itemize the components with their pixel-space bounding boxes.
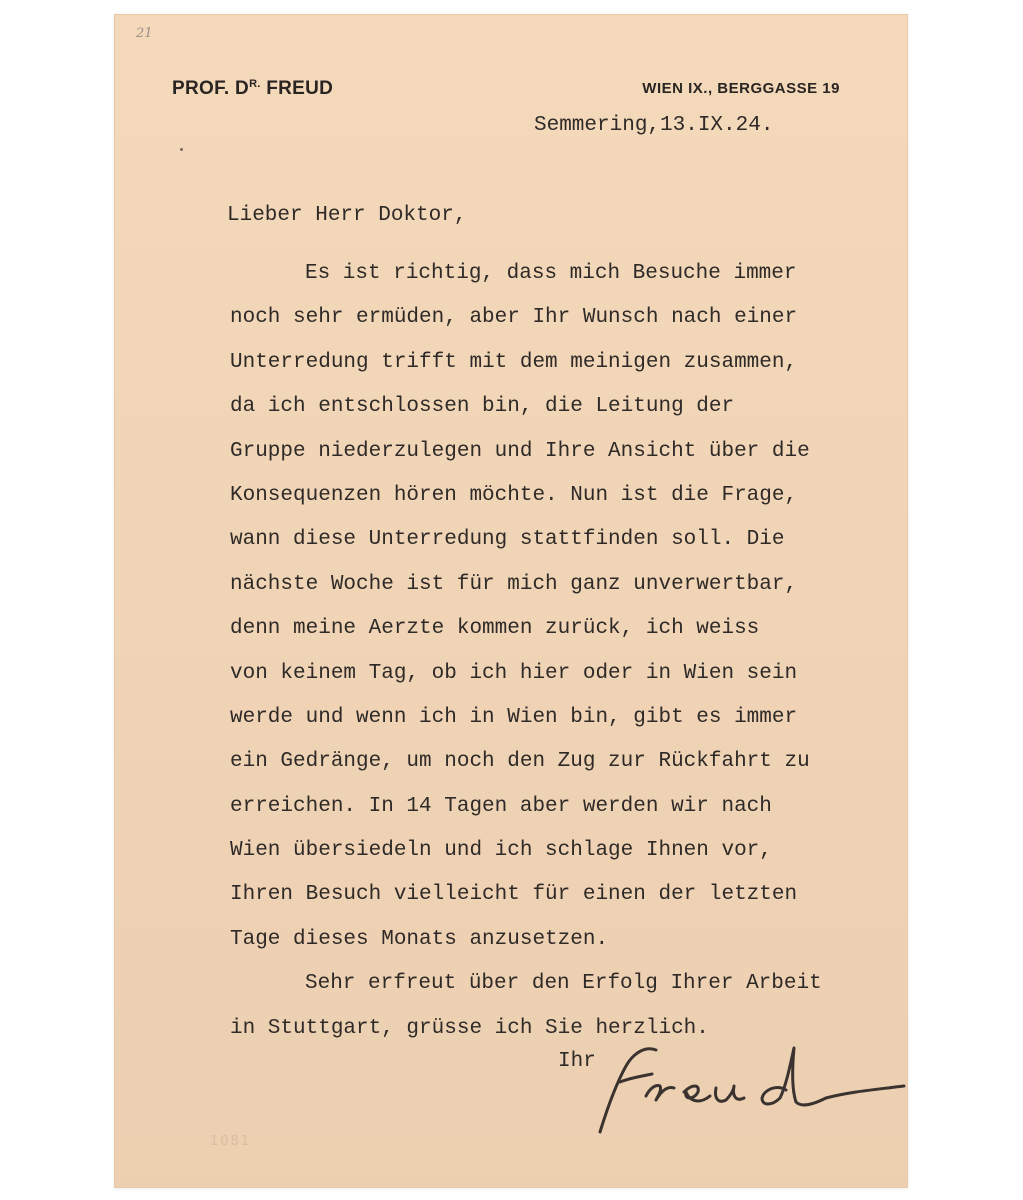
salutation: Lieber Herr Doktor, [227, 204, 467, 227]
paper-speck [180, 148, 183, 151]
body-line: noch sehr ermüden, aber Ihr Wunsch nach einer [230, 306, 798, 330]
closing: Ihr [558, 1050, 596, 1073]
letterhead-name [172, 78, 333, 100]
letterhead-name-prefix: PROF. D [172, 78, 250, 99]
body-line: von keinem Tag, ob ich hier oder in Wien sein [230, 661, 798, 685]
pencil-inventory-mark: 1081 [210, 1134, 252, 1149]
body-line: Gruppe niederzulegen und Ihre Ansicht über die [230, 439, 810, 463]
body-line: da ich entschlossen bin, die Leitung der [230, 395, 735, 419]
body-line: Ihren Besuch vielleicht für einen der letzten [230, 883, 798, 907]
body-line: wann diese Unterredung stattfinden soll. Die [230, 528, 785, 552]
body-line: Konsequenzen hören möchte. Nun ist die Frage, [230, 483, 798, 507]
body-line: nächste Woche ist für mich ganz unverwertbar, [230, 572, 798, 596]
body-line: Es ist richtig, dass mich Besuche immer [305, 262, 797, 285]
body-line: Wien übersiedeln und ich schlage Ihnen vor, [230, 839, 772, 863]
letter-sheet [114, 14, 908, 1188]
body-line: in Stuttgart, grüsse ich Sie herzlich. [230, 1016, 709, 1040]
body-line: erreichen. In 14 Tagen aber werden wir nach [230, 794, 772, 818]
dateline: Semmering,13.IX.24. [534, 114, 774, 137]
body-line: Unterredung trifft mit dem meinigen zusammen, [230, 350, 798, 374]
body-line: Tage dieses Monats anzusetzen. [230, 927, 609, 951]
letterhead-name-sup: R. [249, 78, 261, 90]
letterhead-address: WIEN IX., BERGGASSE 19 [642, 80, 840, 97]
signature [586, 1036, 906, 1146]
pencil-page-number: 21 [136, 26, 153, 41]
body-line: werde und wenn ich in Wien bin, gibt es immer [230, 705, 798, 729]
letter-body [230, 252, 822, 1051]
body-line: ein Gedränge, um noch den Zug zur Rückfahrt zu [230, 750, 810, 774]
body-line: Sehr erfreut über den Erfolg Ihrer Arbeit [305, 972, 822, 996]
body-line: denn meine Aerzte kommen zurück, ich weiss [230, 617, 760, 641]
letterhead-name-suffix: FREUD [260, 78, 334, 99]
